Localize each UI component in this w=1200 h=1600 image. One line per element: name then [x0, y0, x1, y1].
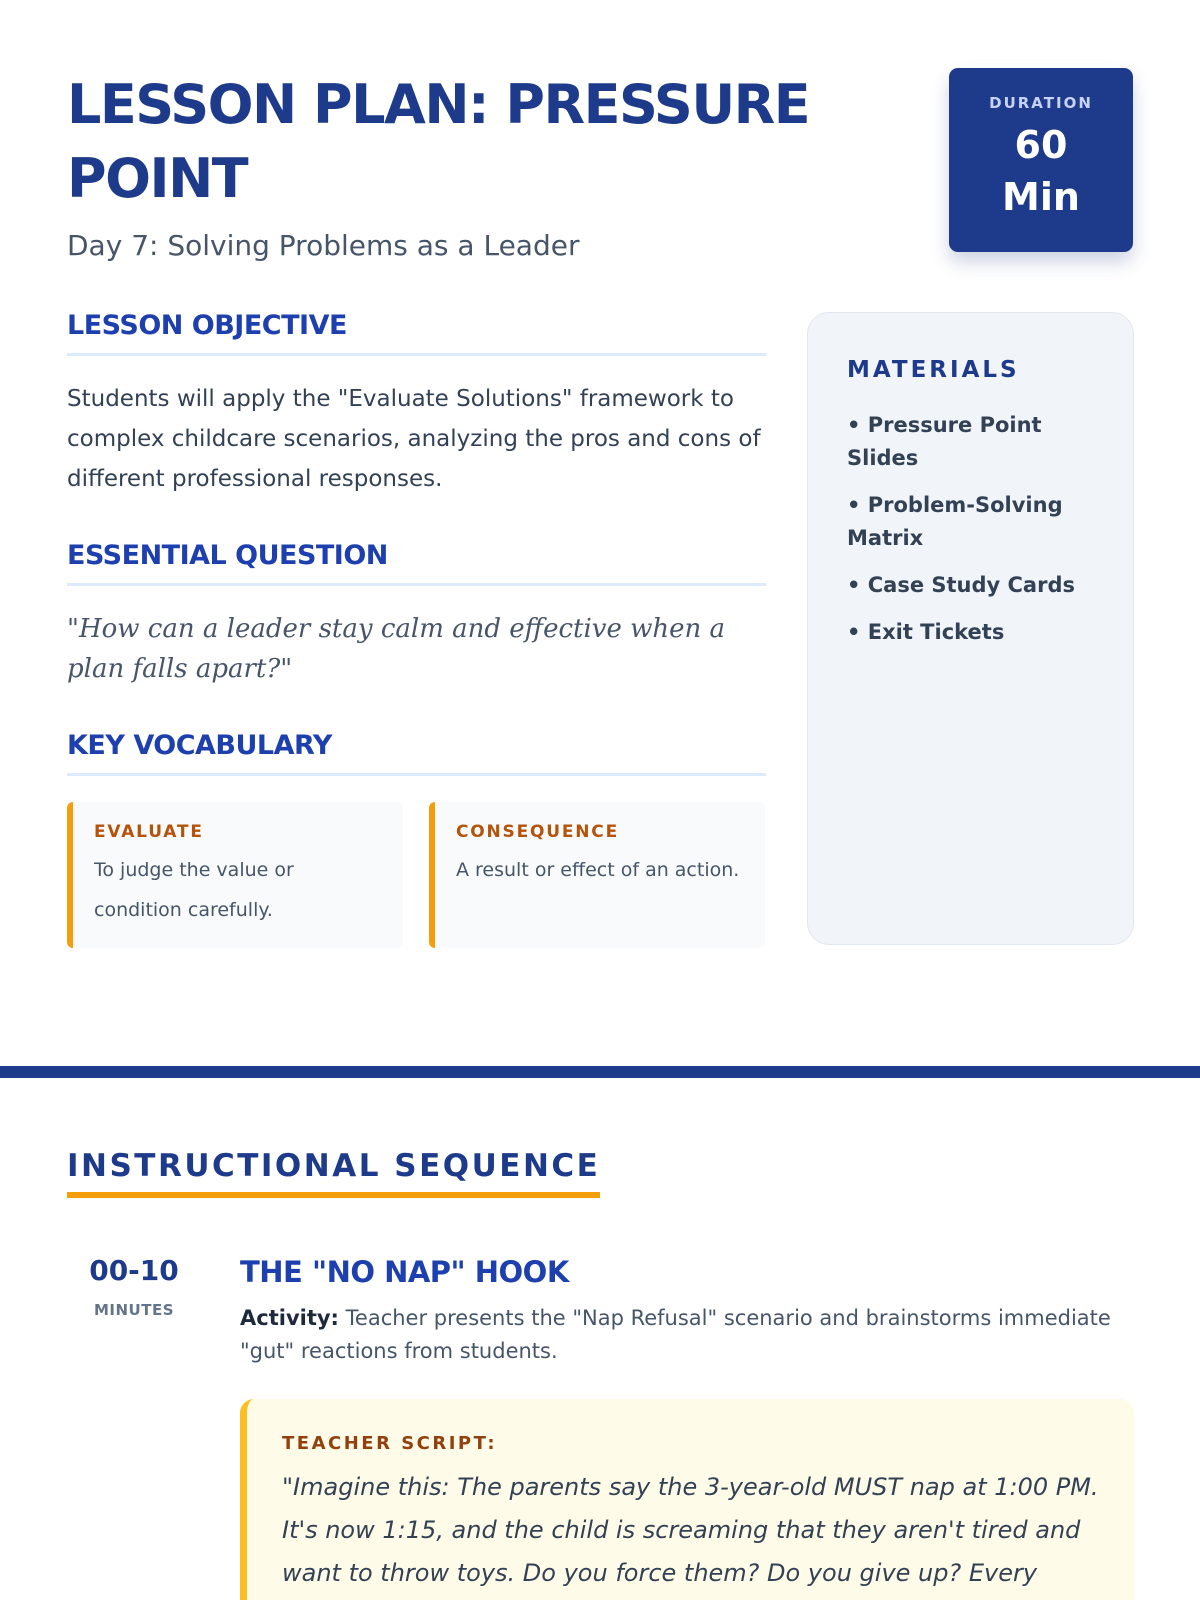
essential-question-text: "How can a leader stay calm and effective when a plan falls apart?"	[67, 614, 726, 684]
materials-item: • Case Study Cards	[847, 573, 1075, 597]
materials-item: • Pressure Point Slides	[847, 413, 1042, 470]
step-time-range: 00-10	[89, 1254, 179, 1287]
page-title: LESSON PLAN: PRESSURE POINT	[67, 73, 810, 210]
duration-badge	[949, 68, 1133, 252]
duration-label: DURATION	[989, 94, 1093, 112]
essential-question-heading: ESSENTIAL QUESTION	[67, 540, 766, 586]
materials-panel	[807, 312, 1134, 945]
vocab-card-evaluate	[67, 802, 403, 948]
vocab-definition: A result or effect of an action.	[456, 859, 740, 881]
activity-text: Teacher presents the "Nap Refusal" scenario and brainstorms immediate "gut" reactions from students.	[240, 1306, 1111, 1363]
step-time-unit: MINUTES	[93, 1301, 175, 1319]
duration-value: 60	[1014, 123, 1068, 167]
section-divider	[0, 1066, 1200, 1078]
step-time	[67, 1254, 201, 1319]
step-title: THE "NO NAP" HOOK	[240, 1255, 569, 1289]
teacher-script-label: TEACHER SCRIPT:	[282, 1433, 498, 1454]
materials-item: • Problem-Solving Matrix	[847, 493, 1063, 550]
materials-list	[847, 409, 1101, 649]
activity-label: Activity:	[240, 1306, 339, 1330]
vocabulary-heading: KEY VOCABULARY	[67, 730, 766, 776]
materials-item: • Exit Tickets	[847, 620, 1005, 644]
duration-unit: Min	[1002, 175, 1080, 219]
teacher-script-text: "Imagine this: The parents say the 3-year-old MUST nap at 1:00 PM. It's now 1:15, and the child is screaming that they aren't tired and want to throw toys. Do you force them? Do you give up? Every	[282, 1473, 1099, 1587]
vocab-card-consequence	[429, 802, 765, 948]
objective-text: Students will apply the "Evaluate Solutions" framework to complex childcare scenarios, analyzing the pros and cons of different professional responses.	[67, 386, 761, 492]
teacher-script-box	[240, 1399, 1134, 1600]
vocab-term: EVALUATE	[94, 822, 204, 842]
page-subtitle: Day 7: Solving Problems as a Leader	[67, 229, 580, 262]
objective-heading: LESSON OBJECTIVE	[67, 310, 766, 356]
step-activity	[240, 1302, 1140, 1368]
vocab-term: CONSEQUENCE	[456, 822, 619, 842]
vocab-definition: To judge the value or condition carefully.	[94, 859, 294, 921]
sequence-heading: INSTRUCTIONAL SEQUENCE	[67, 1148, 600, 1198]
materials-heading: MATERIALS	[847, 357, 1020, 383]
